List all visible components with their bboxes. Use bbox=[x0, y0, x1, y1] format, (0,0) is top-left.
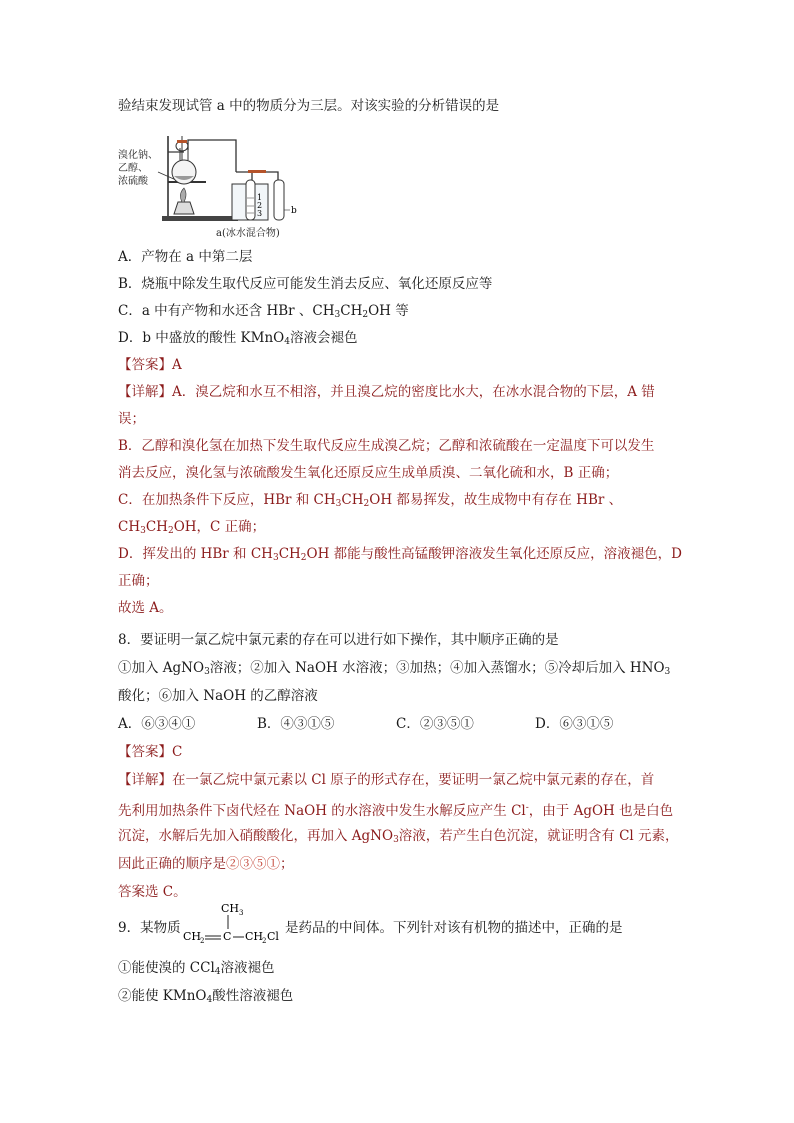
struct-sub: 2 bbox=[200, 937, 205, 944]
q8-detail-line-5: 答案选 C。 bbox=[118, 884, 187, 900]
q7-answer bbox=[118, 355, 182, 375]
correct-order: ②③⑤① bbox=[226, 856, 280, 872]
label-b: b bbox=[291, 206, 297, 216]
detail-text: 溶液，若产生白色沉淀，就证明含有 Cl 元素， bbox=[398, 828, 679, 844]
detail-text: C．在加热条件下反应，HBr 和 CH bbox=[118, 492, 336, 508]
answer-tag: 【答案】 bbox=[118, 744, 172, 760]
q8-operations-line-1 bbox=[118, 658, 670, 682]
q8-option-b: B．④③①⑤ bbox=[257, 716, 335, 732]
detail-text: CH bbox=[118, 519, 141, 535]
q9-item-2 bbox=[118, 986, 293, 1010]
q7-detail-line-9: 故选 A。 bbox=[118, 600, 173, 616]
q7-option-b: B．烧瓶中除发生取代反应可能发生消去反应、氧化还原反应等 bbox=[118, 276, 493, 292]
sub: 4 bbox=[214, 967, 221, 977]
q8-stem: 8．要证明一氯乙烷中氯元素的存在可以进行如下操作，其中顺序正确的是 bbox=[118, 632, 559, 648]
struct-ch2-left: CH bbox=[183, 930, 202, 943]
q8-detail-line-4 bbox=[118, 854, 294, 874]
sub: 4 bbox=[206, 995, 213, 1005]
detail-tag: 【详解】 bbox=[118, 384, 172, 400]
q7-option-d bbox=[118, 328, 357, 352]
q8-option-c: C．②③⑤① bbox=[396, 716, 474, 732]
option-c-text-3: OH 等 bbox=[368, 303, 409, 319]
layer-label-3: 3 bbox=[257, 209, 263, 218]
struct-ch2-right: CH bbox=[245, 930, 264, 943]
sub: 3 bbox=[272, 553, 279, 563]
sub: 2 bbox=[363, 499, 370, 509]
sub: 3 bbox=[664, 667, 671, 677]
layer-label-1: 1 bbox=[257, 193, 263, 202]
detail-text: ； bbox=[280, 856, 294, 872]
item-text: 酸性溶液褪色 bbox=[212, 988, 294, 1004]
sub: 3 bbox=[204, 667, 210, 677]
detail-text: 沉淀，水解后先加入硝酸酸化，再加入 AgNO bbox=[118, 828, 394, 844]
item-text: 溶液褪色 bbox=[220, 960, 275, 976]
detail-text: D．挥发出的 HBr 和 CH bbox=[118, 546, 273, 562]
detail-text: CH bbox=[278, 546, 301, 562]
option-c-text-1: C．a 中有产物和水还含 HBr 、CH bbox=[118, 303, 335, 319]
detail-text: OH 都能与酸性高锰酸钾溶液发生氧化还原反应，溶液褪色，D bbox=[306, 546, 682, 562]
detail-text: 在一氯乙烷中氯元素以 Cl 原子的形式存在，要证明一氯乙烷中氯元素的存在，首 bbox=[172, 772, 655, 788]
item-text: ①能使溴的 CCl bbox=[118, 960, 215, 976]
figure-caption: a(冰水混合物) bbox=[216, 228, 280, 239]
sub: 2 bbox=[167, 526, 174, 536]
q7-detail-line-3: B．乙醇和溴化氢在加热下发生取代反应生成溴乙烷；乙醇和浓硫酸在一定温度下可以发生 bbox=[118, 438, 655, 454]
q9-stem: 是药品的中间体。下列针对该有机物的描述中，正确的是 bbox=[285, 920, 623, 936]
struct-sub: 3 bbox=[239, 909, 244, 917]
answer-tag: 【答案】 bbox=[118, 357, 172, 373]
sub: 3 bbox=[335, 499, 342, 509]
struct-ch3: CH bbox=[221, 902, 240, 915]
detail-text: CH bbox=[145, 519, 168, 535]
q8-operations-line-2: 酸化；⑥加入 NaOH 的乙醇溶液 bbox=[118, 688, 318, 704]
reagent-label-3: 浓硫酸 bbox=[118, 176, 148, 187]
q7-detail-line-5 bbox=[118, 490, 622, 514]
sub: 3 bbox=[393, 835, 399, 845]
detail-text: CH bbox=[341, 492, 364, 508]
q7-detail-line-6 bbox=[118, 517, 265, 541]
q9-item-1 bbox=[118, 958, 275, 982]
detail-text: OH 都易挥发，故生成物中有存在 HBr 、 bbox=[369, 492, 623, 508]
q7-option-c bbox=[118, 301, 409, 325]
q8-detail-line-3 bbox=[118, 826, 679, 850]
q7-detail-line-4: 消去反应，溴化氢与浓硫酸发生氧化还原反应生成单质溴、二氧化硫和水，B 正确； bbox=[118, 465, 619, 481]
item-text: ②能使 KMnO bbox=[118, 988, 207, 1004]
q8-answer bbox=[118, 742, 182, 762]
distillation-apparatus-figure bbox=[118, 130, 318, 240]
sub: 3 bbox=[140, 526, 146, 536]
q8-option-d: D．⑥③①⑤ bbox=[535, 716, 614, 732]
option-d-text-2: 溶液会褪色 bbox=[289, 330, 358, 346]
ops-text: ①加入 AgNO bbox=[118, 660, 205, 676]
struct-c: C bbox=[223, 930, 232, 943]
reagent-label-2: 乙醇、 bbox=[118, 163, 148, 174]
q7-stem: 验结束发现试管 a 中的物质分为三层。对该实验的分析错误的是 bbox=[118, 98, 500, 114]
q9-number: 9．某物质 bbox=[118, 920, 181, 936]
q7-option-a: A．产物在 a 中第二层 bbox=[118, 249, 253, 265]
sub: 4 bbox=[284, 337, 290, 347]
q7-detail-line-2: 误； bbox=[118, 411, 145, 427]
answer-value: C bbox=[172, 744, 183, 760]
layer-label-2: 2 bbox=[257, 201, 263, 210]
detail-text: OH，C 正确； bbox=[173, 519, 266, 535]
option-c-text-2: CH bbox=[340, 303, 363, 319]
detail-text: A．溴乙烷和水互不相溶，并且溴乙烷的密度比水大，在冰水混合物的下层，A 错 bbox=[172, 384, 655, 400]
sub: 2 bbox=[300, 553, 307, 563]
structural-formula bbox=[183, 902, 288, 944]
struct-sub: 2 bbox=[262, 937, 267, 944]
q7-detail-line-7 bbox=[118, 544, 682, 568]
option-d-text-1: D．b 中盛放的酸性 KMnO bbox=[118, 330, 285, 346]
q8-detail-line-2 bbox=[118, 798, 673, 821]
sub: 3 bbox=[334, 310, 341, 320]
q8-option-a: A．⑥③④① bbox=[118, 716, 196, 732]
q8-detail-line-1 bbox=[118, 770, 654, 790]
q7-detail-line-8: 正确； bbox=[118, 573, 159, 589]
q8-options bbox=[118, 714, 613, 734]
detail-text: 因此正确的顺序是 bbox=[118, 856, 226, 872]
sub: 2 bbox=[362, 310, 369, 320]
detail-text: ，由于 AgOH 也是白色 bbox=[528, 803, 674, 819]
answer-value: A bbox=[172, 357, 182, 373]
ops-text: 溶液；②加入 NaOH 水溶液；③加热；④加入蒸馏水；⑤冷却后加入 HNO bbox=[209, 660, 665, 676]
sup: - bbox=[525, 803, 529, 813]
q7-detail-line-1 bbox=[118, 382, 655, 402]
detail-tag: 【详解】 bbox=[118, 772, 172, 788]
reagent-label-1: 溴化钠、 bbox=[118, 150, 158, 161]
detail-text: 先利用加热条件下卤代烃在 NaOH 的水溶液中发生水解反应产生 Cl bbox=[118, 803, 526, 819]
struct-cl: Cl bbox=[267, 930, 279, 943]
